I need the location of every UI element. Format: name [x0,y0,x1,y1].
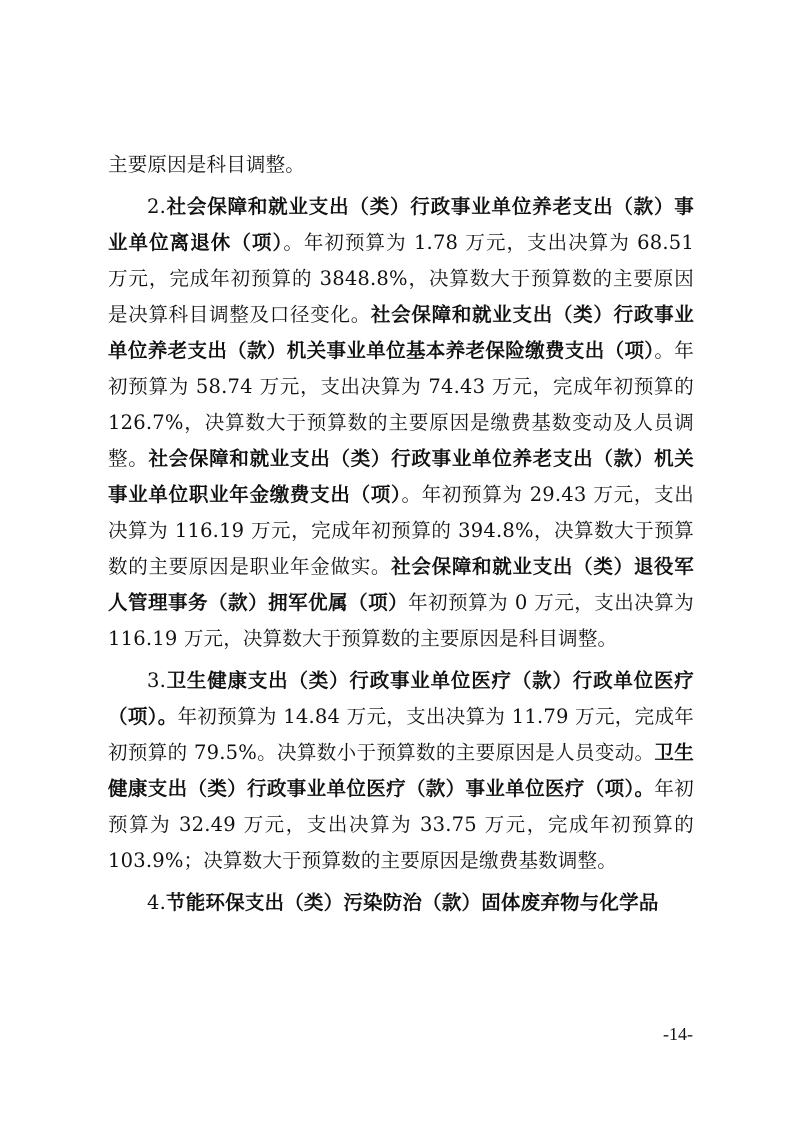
text-run: 。年初预算为 1.78 万元，支出决算为 68.51 万元，完成年初预算的 3848.8%，决算数大于预算数的主要原因是决算科目调整及口径变化。 [108,231,694,326]
text-run: 年初预算为 14.84 万元，支出决算为 11.79 万元，完成年初预算的 79.5%。决算数小于预算数的主要原因是人员变动。 [108,705,694,764]
body-text [108,147,694,927]
bold-heading-run: 节能环保支出（类）污染防治（款）固体废弃物与化学品 [166,891,659,914]
text-run: 。年初预算为 58.74 万元，支出决算为 74.43 万元，完成年初预算的 126.7%，决算数大于预算数的主要原因是缴费基数变动及人员调整。 [108,339,694,470]
bold-heading-run: 社会保障和就业支出（类）行政事业单位养老支出（款）事业单位离退休（项） [108,195,694,254]
item-number: 3. [147,669,167,692]
bold-heading-run: 社会保障和就业支出（类）行政事业单位养老支出（款）机关事业单位职业年金缴费支出（项） [108,447,694,506]
bold-heading-run: 卫生健康支出（类）行政事业单位医疗（款）事业单位医疗（项）。 [108,741,694,800]
text-run: 。年初预算为 29.43 万元，支出决算为 116.19 万元，完成年初预算的 394.8%，决算数大于预算数的主要原因是职业年金做实。 [108,483,694,578]
bold-heading-run: 社会保障和就业支出（类）行政事业单位养老支出（款）机关事业单位基本养老保险缴费支出（项） [108,303,694,362]
bold-heading-run: 社会保障和就业支出（类）退役军人管理事务（款）拥军优属（项） [108,555,694,614]
paragraph-social-security [108,189,694,657]
text-run: 年初预算为 32.49 万元，支出决算为 33.75 万元，完成年初预算的 103.9%；决算数大于预算数的主要原因是缴费基数调整。 [108,777,694,872]
item-number: 2. [147,195,167,218]
text-run: 主要原因是科目调整。 [108,153,306,176]
page-number: -14- [663,1024,693,1044]
paragraph-health [108,663,694,879]
paragraph-continuation [108,147,694,183]
bold-heading-run: 卫生健康支出（类）行政事业单位医疗（款）行政单位医疗（项）。 [108,669,694,728]
paragraph-environment [108,885,694,921]
text-run: 年初预算为 0 万元，支出决算为 116.19 万元，决算数大于预算数的主要原因是科目调整。 [108,591,694,650]
item-number: 4. [147,891,167,914]
